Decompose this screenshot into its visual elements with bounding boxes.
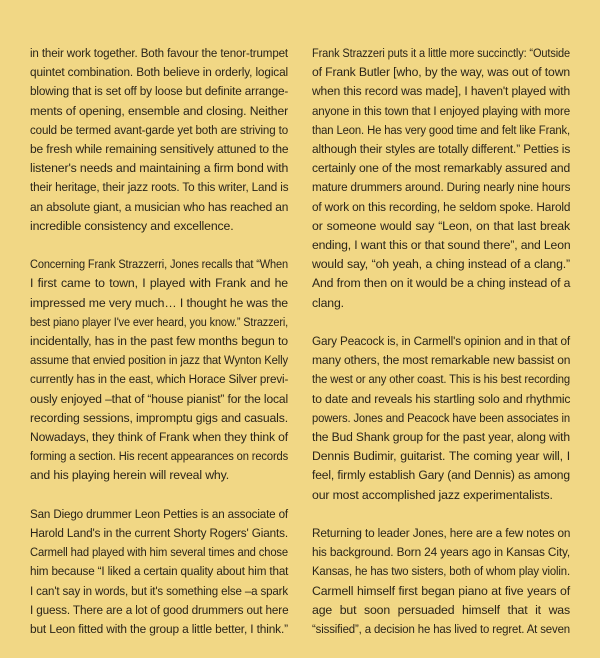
- text-line: Gary Peacock is, in Carmell's opinion and in that of: [312, 334, 571, 349]
- text-line: powers. Jones and Peacock have been associates in: [312, 410, 571, 425]
- text-line: I first came to town, I played with Frank and he: [30, 276, 288, 291]
- text-line: currently has in the east, which Horace Silver previ-: [30, 372, 289, 387]
- text-line: clang.: [312, 295, 344, 310]
- text-line: would say, “oh yeah, a ching instead of a clang.”: [312, 257, 570, 272]
- body-paragraph: [30, 44, 288, 236]
- text-line: in their work together. Both favour the tenor-trumpet: [30, 46, 288, 60]
- text-line: forming a section. His recent appearances on records: [30, 449, 289, 464]
- text-line: I can't say in words, but it's something else –a spark: [30, 583, 289, 598]
- text-line: of work on this recording, he seldom spoke. Harold: [312, 199, 571, 214]
- text-line: feel, firmly establish Gary (and Dennis) as among: [312, 468, 570, 483]
- text-line: I guess. There are a lot of good drummers out here: [30, 602, 289, 617]
- right-column: [312, 44, 570, 658]
- left-column: [30, 44, 288, 658]
- text-line: ending, I want this or that sound there”, and Leon: [312, 238, 571, 253]
- text-line: of Frank Butler [who, by the way, was out of town: [312, 65, 570, 80]
- text-line: ously enjoyed –that of “house pianist” for the local: [30, 391, 289, 406]
- text-line: him because “I liked a certain quality about him that: [30, 564, 289, 579]
- text-line: many others, the most remarkable new bassist on: [312, 353, 571, 368]
- text-line: quintet combination. Both believe in orderly, logical: [30, 65, 289, 80]
- text-line: “sissified”, a decision he has lived to regret. At seven: [312, 622, 571, 637]
- text-line: San Diego drummer Leon Petties is an associate of: [30, 506, 289, 521]
- text-line: Carmell himself first began piano at five years of: [312, 583, 570, 598]
- body-paragraph: [312, 524, 570, 639]
- text-line: or someone would say “Leon, on that last break: [312, 218, 570, 233]
- text-line: to date and reveals his startling solo and rhythmic: [312, 391, 571, 406]
- text-line: an absolute giant, a musician who has reached an: [30, 199, 289, 214]
- text-line: recording sessions, impromptu gigs and casuals.: [30, 410, 288, 425]
- text-line: blowing that is set off by loose but definite arrange-: [30, 84, 289, 99]
- body-paragraph: [312, 332, 570, 505]
- text-line: anyone in this town that I enjoyed playing with more: [312, 103, 570, 118]
- text-line: Kansas, he has two sisters, both of whom play violin.: [312, 564, 570, 579]
- text-line: Returning to leader Jones, here are a few notes on: [312, 526, 571, 541]
- text-line: incredible consistency and excellence.: [30, 218, 234, 233]
- text-line: the west or any other coast. This is his best recording: [312, 372, 571, 387]
- text-line: Nowadays, they think of Frank when they think of: [30, 430, 288, 445]
- body-paragraph: [30, 255, 288, 485]
- text-line: Harold Land's in the current Shorty Rogers' Giants.: [30, 526, 289, 541]
- text-line: impressed me very much… I thought he was the: [30, 295, 288, 310]
- text-line: ments of opening, ensemble and closing. Neither: [30, 103, 288, 118]
- text-line: And from then on it would be a ching instead of a: [312, 276, 571, 291]
- text-line: their heritage, their jazz roots. To this writer, Land is: [30, 180, 289, 195]
- text-line: mature drummers around. During nearly nine hours: [312, 180, 571, 195]
- text-line: be fresh while remaining sensitively attuned to the: [30, 142, 289, 157]
- text-line: could be termed avant-garde yet both are striving to: [30, 122, 288, 137]
- body-paragraph: [312, 44, 570, 313]
- text-line: age but soon persuaded himself that it was: [312, 602, 570, 617]
- text-line: Concerning Frank Strazzerri, Jones recalls that “When: [30, 257, 288, 272]
- text-line: incidentally, has in the past few months begun to: [30, 334, 288, 349]
- text-line: and his playing herein will reveal why.: [30, 468, 229, 483]
- text-line: the Bud Shank group for the past year, along with: [312, 430, 570, 445]
- text-line: best piano player I've ever heard, you know.” Strazzeri,: [30, 314, 289, 329]
- text-line: when this record was made], I haven't played with: [312, 84, 571, 99]
- text-line: assume that envied position in jazz that Wynton Kelly: [30, 353, 289, 368]
- body-paragraph: [30, 505, 288, 639]
- text-line: our most accomplished jazz experimentalists.: [312, 487, 553, 502]
- text-line: listener's needs and maintaining a firm bond with: [30, 161, 289, 176]
- text-line: Frank Strazzeri puts it a little more succinctly: “Outside: [312, 46, 570, 60]
- text-line: although their styles are totally different.” Petties is: [312, 142, 571, 157]
- text-line: certainly one of the most remarkably assured and: [312, 161, 571, 176]
- text-line: Dennis Budimir, guitarist. The coming year will, I: [312, 449, 570, 464]
- text-line: Carmell had played with him several times and chose: [30, 545, 289, 560]
- text-line: his background. Born 24 years ago in Kansas City,: [312, 545, 571, 560]
- text-line: than Leon. He has very good time and felt like Frank,: [312, 122, 570, 137]
- text-line: but Leon fitted with the group a little better, I think.”: [30, 622, 288, 637]
